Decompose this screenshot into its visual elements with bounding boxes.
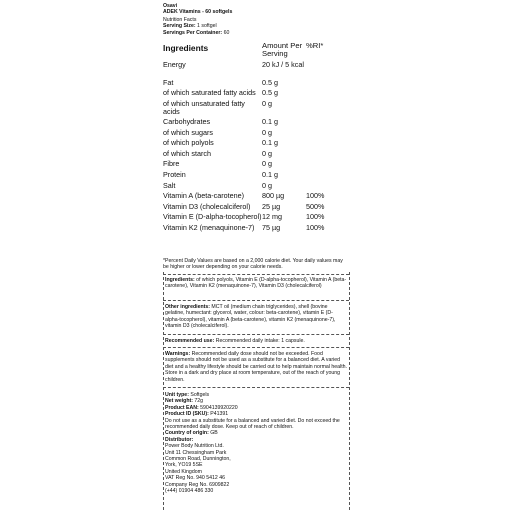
nutrient-name: of which sugars <box>163 127 213 137</box>
distributor-line: (+44) 01904 486 330 <box>165 488 214 495</box>
facts-title: Nutrition Facts <box>163 16 197 23</box>
net-weight-value: 72g <box>192 398 204 405</box>
nutrient-amount: 0.1 g <box>262 138 278 148</box>
servings-per-container <box>163 30 232 36</box>
brand-name: Osavi <box>163 3 178 9</box>
divider <box>163 347 349 348</box>
nutrient-ri: 100% <box>306 191 325 201</box>
disclaimer: Do not use as a substitute for a balanced and varied diet. Do not exceed the recommended daily dose. Keep out of reach of children. <box>165 417 340 431</box>
table-row <box>163 150 349 161</box>
recommended-use-label: Recommended use: <box>165 338 215 344</box>
table-row <box>163 224 349 235</box>
nutrient-name: Vitamin E (D-alpha-tocopherol) <box>163 212 262 222</box>
ean-label: Product EAN: <box>165 404 199 411</box>
box-right-edge <box>349 272 350 510</box>
distributor-line: VAT Reg No. 940 5412 46 <box>165 475 225 482</box>
warnings-value: Recommended daily dose should not be exceeded. Food supplements should not be used as a substitute for a balanced diet. A varied diet and a healthy lifestyle should be carried out to help maintain normal health. Store in a dark and dry place at room temperature, out of the reach of young children. <box>165 351 347 383</box>
nutrient-ri <box>306 79 349 90</box>
col-amount: Amount Per Serving <box>262 41 303 59</box>
nutrient-ri: 100% <box>306 222 325 232</box>
net-weight-label: Net weight: <box>165 398 193 405</box>
distributor-line: York, YO19 5SE <box>165 462 203 469</box>
servings-value: 60 <box>223 29 230 36</box>
nutrient-ri <box>306 118 349 129</box>
nutrient-amount: 0 g <box>262 180 272 190</box>
nutrient-ri <box>306 89 349 100</box>
warnings-label: Warnings: <box>165 351 191 357</box>
nutrition-table <box>163 42 349 235</box>
nutrient-name: of which saturated fatty acids <box>163 88 256 98</box>
nutrient-name: Salt <box>163 180 176 190</box>
nutrient-amount: 20 kJ / 5 kcal <box>262 59 304 69</box>
col-ingredients: Ingredients <box>163 43 209 53</box>
nutrient-ri <box>306 160 349 171</box>
nutrient-name: Vitamin D3 (cholecalciferol) <box>163 201 251 211</box>
ingredients-value: of which polyols, Vitamin E (D-alpha-tocopherol), Vitamin A (beta-carotene), Vitamin K2 (menaquinone-7), Vitamin D3 (cholecalciferol) <box>165 277 347 290</box>
nutrient-ri: 500% <box>306 201 325 211</box>
nutrient-amount: 0 g <box>262 127 272 137</box>
nutrient-ri <box>306 61 349 79</box>
distributor-line: Common Road, Dunnington, <box>165 456 231 463</box>
nutrient-name: Fibre <box>163 159 180 169</box>
other-ingredients-label: Other ingredients: <box>165 304 210 310</box>
product-details <box>165 392 347 495</box>
nutrient-name: Fat <box>163 77 174 87</box>
nutrient-ri <box>306 139 349 150</box>
nutrient-amount: 75 µg <box>262 222 281 232</box>
col-ri: %RI* <box>306 41 324 50</box>
table-row <box>163 100 349 118</box>
nutrient-ri <box>306 129 349 140</box>
footnote: *Percent Daily Values are based on a 2,000 calorie diet. Your daily values may be higher or lower depending on your calorie needs. <box>163 258 343 271</box>
nutrient-amount: 0 g <box>262 159 272 169</box>
nutrient-ri <box>306 100 349 118</box>
nutrient-amount: 0 g <box>262 99 272 108</box>
nutrient-amount: 0.1 g <box>262 117 278 126</box>
serving-size-value: 1 softgel <box>197 23 217 30</box>
table-row <box>163 61 349 79</box>
distributor-label: Distributor: <box>165 436 194 443</box>
unit-type-value: Softgels <box>188 392 210 398</box>
nutrient-amount: 800 µg <box>262 191 285 201</box>
ingredients-text <box>165 277 347 290</box>
product-name: ADEK Vitamins - 60 softgels <box>163 9 233 16</box>
nutrient-amount: 0.5 g <box>262 88 278 98</box>
nutrient-amount: 0.1 g <box>262 169 278 179</box>
other-ingredients-text <box>165 304 347 330</box>
nutrient-name: Vitamin K2 (menaquinone-7) <box>163 222 255 232</box>
nutrient-amount: 0 g <box>262 148 272 158</box>
nutrient-name: of which starch <box>163 148 211 158</box>
nutrition-rows <box>163 61 349 235</box>
origin-value: GB <box>208 430 218 437</box>
sku-value: P41391 <box>208 411 229 418</box>
nutrient-name: Energy <box>163 59 186 69</box>
nutrient-name: of which polyols <box>163 138 214 148</box>
sku-label: Product ID (SKU): <box>165 411 209 418</box>
distributor-line: Power Body Nutrition Ltd. <box>165 443 224 450</box>
nutrient-name: Carbohydrates <box>163 117 211 126</box>
other-ingredients-value: MCT oil (medium chain triglycerides), shell (bovine gelatine, humectant: glycerol, water, colour: beta-carotene), vitamin E (D-alpha-tocopherol), vitamin A (beta-carotene), vitamin K2 (menaquinone-7), vitamin D3 (cholecalciferol). <box>165 304 336 330</box>
warnings-text <box>165 351 347 383</box>
distributor-line: Unit 11 Chessingham Park <box>165 449 227 456</box>
origin-label: Country of origin: <box>165 430 209 437</box>
box-left-edge <box>163 272 164 510</box>
ean-value: 5904139920220 <box>198 404 238 411</box>
divider <box>163 300 349 301</box>
serving-size-label: Serving Size: <box>163 23 196 30</box>
divider <box>163 387 349 388</box>
distributor-line: United Kingdom <box>165 468 202 475</box>
nutrient-name: Vitamin A (beta-carotene) <box>163 191 244 201</box>
unit-type-label: Unit type: <box>165 392 189 398</box>
divider <box>163 334 349 335</box>
nutrient-amount: 25 µg <box>262 201 281 211</box>
table-row <box>163 118 349 129</box>
table-row <box>163 171 349 182</box>
distributor-line: Company Reg No. 6909822 <box>165 481 230 488</box>
nutrient-name: Protein <box>163 169 186 179</box>
table-row <box>163 160 349 171</box>
table-header-row <box>163 42 349 61</box>
servings-label: Servings Per Container: <box>163 29 223 36</box>
nutrient-ri: 100% <box>306 212 325 222</box>
ingredients-label: Ingredients: <box>165 277 195 283</box>
nutrient-ri <box>306 150 349 161</box>
recommended-use-value: Recommended daily intake: 1 capsule. <box>214 338 305 344</box>
product-header <box>163 3 232 36</box>
nutrient-amount: 0.5 g <box>262 77 278 87</box>
nutrient-ri <box>306 171 349 182</box>
distributor-address <box>165 443 347 494</box>
nutrient-name: of which unsaturated fatty acids <box>163 99 245 117</box>
nutrient-amount: 12 mg <box>262 212 282 222</box>
recommended-use-text <box>165 338 347 344</box>
divider <box>163 274 349 275</box>
